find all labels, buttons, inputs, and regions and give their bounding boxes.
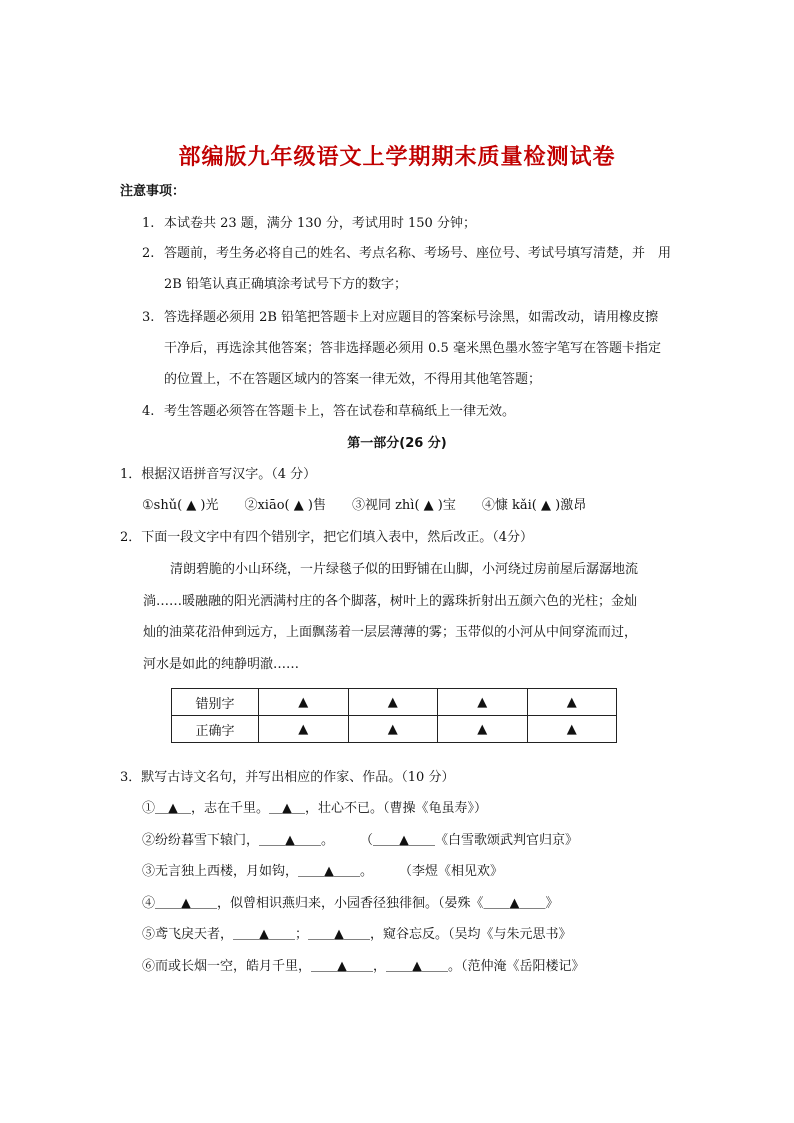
notice-item-1 [142, 212, 476, 231]
part-one-heading: 第一部分(26 分) [347, 436, 447, 451]
poem-fill-line: ⑤鸢飞戾天者，＿＿▲＿＿；＿＿▲＿＿，窥谷忘反。（吴均《与朱元思书》 [142, 927, 572, 942]
question-1-items: ①shǔ( ▲ )光 ②xiāo( ▲ )售 ③视同 zhì( ▲ )宝 ④慷 kǎi( ▲ )激昂 [142, 498, 587, 513]
question-3-stem: 3．默写古诗文名句，并写出相应的作家、作品。（10 分） [120, 770, 455, 785]
poem-fill-line: ③无言独上西楼，月如钩，＿＿▲＿＿。 （李煜《相见欢》 [142, 864, 503, 879]
notice-item-text: 本试卷共 23 题，满分 130 分，考试用时 150 分钟； [164, 216, 476, 231]
passage-line: 灿的油菜花沿伸到远方，上面飘荡着一层层薄薄的雾；玉带似的小河从中间穿流而过， [143, 625, 638, 640]
table-row [172, 716, 617, 743]
poem-fill-line: ④＿＿▲＿＿，似曾相识燕归来，小园香径独徘徊。（晏殊《＿＿▲＿＿》 [142, 896, 559, 911]
passage-line: 淌……暖融融的阳光洒满村庄的各个脚落，树叶上的露珠折射出五颜六色的光柱；金灿 [143, 594, 638, 609]
notice-item-number: 1. [142, 216, 155, 231]
notice-item-text: 答题前，考生务必将自己的姓名、考点名称、考场号、座位号、考试号填写清楚，并 用 [164, 246, 672, 261]
notice-item-text: 答选择题必须用 2B 铅笔把答题卡上对应题目的答案标号涂黑，如需改动，请用橡皮擦 [164, 310, 659, 325]
question-1-stem: 1．根据汉语拼音写汉字。（4 分） [120, 467, 317, 482]
notice-item-number: 4. [142, 404, 155, 419]
row-label-wrong-characters: 错别字 [172, 689, 259, 716]
passage-line: 清朗碧脆的小山环绕，一片绿毯子似的田野铺在山脚，小河绕过房前屋后潺潺地流 [170, 562, 639, 577]
table-row [172, 689, 617, 716]
poem-fill-line: ①＿▲＿，志在千里。＿▲＿，壮心不已。（曹操《龟虽寿》） [142, 801, 487, 816]
notice-item-3 [142, 306, 658, 325]
notice-item-continuation: 干净后，再选涂其他答案；答非选择题必须用 0.5 毫米黑色墨水签字笔写在答题卡指定 [164, 341, 661, 356]
row-label-correct-characters: 正确字 [172, 716, 259, 743]
notice-item-2 [142, 242, 671, 261]
answer-cell[interactable]: ▲ [259, 689, 349, 716]
poem-fill-line: ②纷纷暮雪下辕门，＿＿▲＿＿。 （＿＿▲＿＿《白雪歌颂武判官归京》 [142, 833, 578, 848]
notice-item-4 [142, 400, 515, 419]
notice-item-continuation: 的位置上，不在答题区域内的答案一律无效，不得用其他笔答题； [164, 372, 542, 387]
notice-item-continuation: 2B 铅笔认真正确填涂考试号下方的数字； [164, 277, 407, 292]
notice-item-number: 2. [142, 246, 155, 261]
page-title: 部编版九年级语文上学期期末质量检测试卷 [178, 145, 616, 170]
answer-cell[interactable]: ▲ [438, 689, 528, 716]
answer-cell[interactable]: ▲ [348, 689, 438, 716]
answer-cell[interactable]: ▲ [527, 716, 617, 743]
notice-item-number: 3. [142, 310, 155, 325]
answer-cell[interactable]: ▲ [527, 689, 617, 716]
answer-cell[interactable]: ▲ [259, 716, 349, 743]
answer-cell[interactable]: ▲ [348, 716, 438, 743]
notice-item-text: 考生答题必须答在答题卡上，答在试卷和草稿纸上一律无效。 [164, 404, 516, 419]
passage-line: 河水是如此的纯静明澈…… [143, 657, 300, 672]
poem-fill-line: ⑥而或长烟一空，皓月千里，＿＿▲＿＿，＿＿▲＿＿。（范仲淹《岳阳楼记》 [142, 959, 585, 974]
answer-cell[interactable]: ▲ [438, 716, 528, 743]
correction-table [171, 688, 617, 743]
notice-heading: 注意事项： [120, 184, 186, 199]
question-2-stem: 2．下面一段文字中有四个错别字，把它们填入表中，然后改正。（4分） [120, 530, 534, 545]
